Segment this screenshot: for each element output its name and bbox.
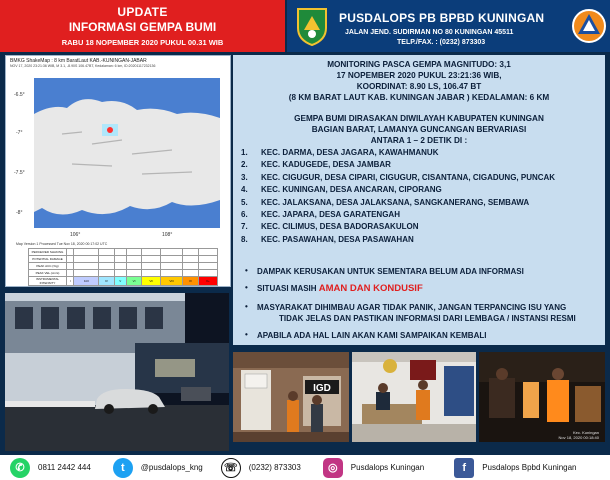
place-number: 5. — [241, 197, 248, 207]
bpbd-logo-icon — [571, 6, 607, 46]
mmi-cell — [183, 270, 198, 277]
more-info-text: APABILA ADA HAL LAIN AKAN KAMI SAMPAIKAN KEMBALI — [257, 331, 487, 340]
title-main: INFORMASI GEMPA BUMI — [68, 20, 217, 34]
instagram-icon: ◎ — [323, 458, 343, 478]
bullet-status: • SITUASI MASIH AMAN DAN KONDUSIF — [245, 283, 423, 294]
monitor-title: MONITORING PASCA GEMPA MAGNITUDO: 3,1 — [327, 60, 511, 69]
mmi-cell — [67, 270, 74, 277]
bullet-more-info: • APABILA ADA HAL LAIN AKAN KAMI SAMPAIKAN KEMBALI — [245, 330, 487, 340]
felt-line-1: GEMPA BUMI DIRASAKAN DIWILAYAH KABUPATEN KUNINGAN — [294, 114, 544, 123]
place-text: KEC. DARMA, DESA JAGARA, KAWAHMANUK — [261, 148, 439, 157]
felt-line-3: ANTARA 1 – 2 DETIK DI : — [370, 136, 468, 145]
mmi-cell: II-III — [74, 277, 99, 286]
phone-icon: ☏ — [221, 458, 241, 478]
mmi-cell: X+ — [198, 277, 217, 286]
whatsapp-number: 0811 2442 444 — [38, 463, 91, 472]
instagram-handle: Pusdalops Kuningan — [350, 463, 425, 472]
igd-sign-text: IGD — [313, 383, 331, 394]
shakemap-title: BMKG ShakeMap : 8 km BaratLaut KAB.-KUNINGAN-JABAR — [10, 58, 147, 64]
lat-label: -8° — [16, 210, 23, 216]
monitor-coords: KOORDINAT: 8.90 LS, 106.47 BT — [356, 82, 482, 91]
photo-timestamp: Nov 18, 2020 00:18:40 — [558, 435, 599, 440]
photo-location-stamp: Kec. Kuningan — [572, 430, 599, 435]
mmi-cell — [126, 263, 141, 270]
affected-place-item — [241, 197, 601, 209]
place-number: 4. — [241, 185, 248, 195]
mmi-cell — [142, 270, 161, 277]
mmi-cell — [161, 270, 183, 277]
header-org-block — [287, 0, 610, 52]
appeal-line-1: MASYARAKAT DIHIMBAU AGAR TIDAK PANIK, JANGAN TERPANCING ISU YANG — [257, 303, 567, 312]
place-text: KEC. PASAWAHAN, DESA PASAWAHAN — [261, 234, 414, 244]
affected-place-item — [241, 221, 601, 233]
place-number: 2. — [241, 160, 248, 170]
place-number: 3. — [241, 172, 248, 182]
affected-place-item — [241, 172, 601, 184]
affected-place-item — [241, 159, 601, 171]
mmi-cell — [126, 256, 141, 263]
office-photo — [352, 352, 476, 442]
mmi-cell — [126, 249, 141, 256]
mmi-cell — [198, 270, 217, 277]
place-number: 6. — [241, 210, 248, 220]
shakemap-version: Map Version 1 Processed Tue Nov 18, 2020 00:17:02 UTC — [16, 242, 108, 246]
mmi-cell — [161, 256, 183, 263]
status-prefix: SITUASI MASIH — [257, 284, 319, 293]
org-phone: TELP./FAX. : (0232) 873303 — [397, 39, 486, 46]
instagram-contact[interactable] — [323, 458, 424, 478]
twitter-contact[interactable] — [113, 458, 203, 478]
mmi-row-label: PEAK ACC.(%g) — [29, 263, 67, 270]
mmi-cell: IX — [183, 277, 198, 286]
shakemap-subtitle: NOV 17, 2020 23:21:36 WIB, M 3.1, -8.90S 106.47BT, Kedalaman: 6 km, ID:20201117232136 — [10, 64, 156, 68]
mmi-cell: I — [67, 277, 74, 286]
mmi-row-label: PERCEIVED SHAKING — [29, 249, 67, 256]
mmi-cell — [114, 256, 126, 263]
mmi-cell — [114, 263, 126, 270]
affected-places-list — [241, 147, 601, 246]
mmi-cell — [198, 263, 217, 270]
mmi-cell — [114, 249, 126, 256]
mmi-cell — [161, 263, 183, 270]
org-address: JALAN JEND. SUDIRMAN NO 80 KUNINGAN 45511 — [345, 29, 514, 36]
mmi-cell — [67, 249, 74, 256]
felt-line-2: BAGIAN BARAT, LAMANYA GUNCANGAN BERVARIASI — [311, 125, 527, 134]
lon-label: 106° — [70, 232, 81, 238]
place-text: KEC. JAPARA, DESA GARATENGAH — [261, 210, 400, 220]
place-text: KEC. KUNINGAN, DESA ANCARAN, CIPORANG — [261, 185, 442, 195]
mmi-cell: VI — [126, 277, 141, 286]
place-number: 8. — [241, 234, 248, 244]
report-panel — [233, 55, 605, 345]
facebook-page: Pusdalops Bpbd Kuningan — [482, 463, 577, 472]
mmi-cell — [198, 256, 217, 263]
lat-label: -7° — [16, 130, 23, 136]
mmi-row-label: INSTRUMENTAL INTENSITY — [29, 277, 67, 286]
mmi-cell — [99, 249, 114, 256]
mmi-cell: IV — [99, 277, 114, 286]
mmi-cell — [183, 256, 198, 263]
mmi-legend-table — [28, 248, 218, 286]
place-number: 1. — [241, 148, 248, 157]
affected-place-item — [241, 234, 601, 246]
lat-label: -6.5° — [14, 92, 25, 98]
igd-photo — [233, 352, 349, 442]
mmi-cell — [74, 256, 99, 263]
mmi-cell — [74, 270, 99, 277]
title-date: RABU 18 NOPEMBER 2020 PUKUL 00.31 WIB — [61, 38, 224, 47]
lon-label: 108° — [162, 232, 173, 238]
mmi-cell: VIII — [161, 277, 183, 286]
mmi-cell — [198, 249, 217, 256]
mmi-cell — [67, 256, 74, 263]
patrol-photo — [479, 352, 605, 442]
mmi-cell — [183, 263, 198, 270]
social-footer — [0, 455, 610, 480]
mmi-cell — [67, 263, 74, 270]
place-number: 7. — [241, 222, 248, 232]
mmi-cell — [142, 249, 161, 256]
affected-place-item — [241, 209, 601, 221]
mmi-cell — [74, 263, 99, 270]
monitor-time: 17 NOPEMBER 2020 PUKUL 23:21:36 WIB, — [336, 71, 502, 80]
affected-place-item — [241, 147, 601, 159]
shakemap-image — [12, 74, 226, 239]
facebook-contact[interactable] — [454, 458, 576, 478]
shakemap-panel — [5, 55, 231, 287]
mmi-row-label: POTENTIAL DAMAGE — [29, 256, 67, 263]
affected-place-item — [241, 184, 601, 196]
status-value: AMAN DAN KONDUSIF — [318, 283, 423, 294]
mmi-cell: V — [114, 277, 126, 286]
header-title-block — [0, 0, 285, 52]
title-update: UPDATE — [117, 5, 168, 19]
mmi-cell — [99, 270, 114, 277]
mmi-cell — [183, 249, 198, 256]
place-text: KEC. JALAKSANA, DESA JALAKSANA, SANGKANERANG, SEMBAWA — [261, 197, 530, 207]
place-text: KEC. KADUGEDE, DESA JAMBAR — [261, 160, 391, 170]
facebook-icon: f — [454, 458, 474, 478]
building-photo — [5, 293, 229, 451]
mmi-cell — [142, 256, 161, 263]
phone-number: (0232) 873303 — [248, 463, 301, 472]
mmi-cell — [74, 249, 99, 256]
monitor-location: (8 KM BARAT LAUT KAB. KUNINGAN JABAR ) KEDALAMAN: 6 KM — [288, 93, 550, 102]
appeal-line-2: TIDAK JELAS DAN PASTIKAN INFORMASI DARI LEMBAGA / INSTANSI RESMI — [279, 314, 576, 323]
twitter-icon: t — [113, 458, 133, 478]
mmi-cell — [99, 263, 114, 270]
org-name: PUSDALOPS PB BPBD KUNINGAN — [339, 11, 545, 25]
phone-contact[interactable] — [221, 458, 301, 478]
kuningan-emblem-icon — [295, 6, 329, 46]
mmi-cell — [99, 256, 114, 263]
whatsapp-contact[interactable] — [10, 458, 91, 478]
damage-text: DAMPAK KERUSAKAN UNTUK SEMENTARA BELUM ADA INFORMASI — [257, 267, 524, 276]
bullet-damage: • DAMPAK KERUSAKAN UNTUK SEMENTARA BELUM ADA INFORMASI — [245, 266, 524, 276]
mmi-row-label: PEAK VEL.(cm/s) — [29, 270, 67, 277]
mmi-cell — [126, 270, 141, 277]
twitter-handle: @pusdalops_kng — [140, 463, 203, 472]
mmi-cell: VII — [142, 277, 161, 286]
whatsapp-icon: ✆ — [10, 458, 30, 478]
place-text: KEC. CILIMUS, DESA BADORASAKULON — [261, 222, 419, 232]
mmi-cell — [114, 270, 126, 277]
place-text: KEC. CIGUGUR, DESA CIPARI, CIGUGUR, CISANTANA, CIGADUNG, PUNCAK — [261, 172, 556, 182]
mmi-cell — [142, 263, 161, 270]
bullet-appeal: • MASYARAKAT DIHIMBAU AGAR TIDAK PANIK, JANGAN TERPANCING ISU YANG TIDAK JELAS DAN PASTIKAN INFORMASI DARI LEMBAGA / INSTANSI RESMI — [245, 302, 576, 323]
lat-label: -7.5° — [14, 170, 25, 176]
mmi-cell — [161, 249, 183, 256]
